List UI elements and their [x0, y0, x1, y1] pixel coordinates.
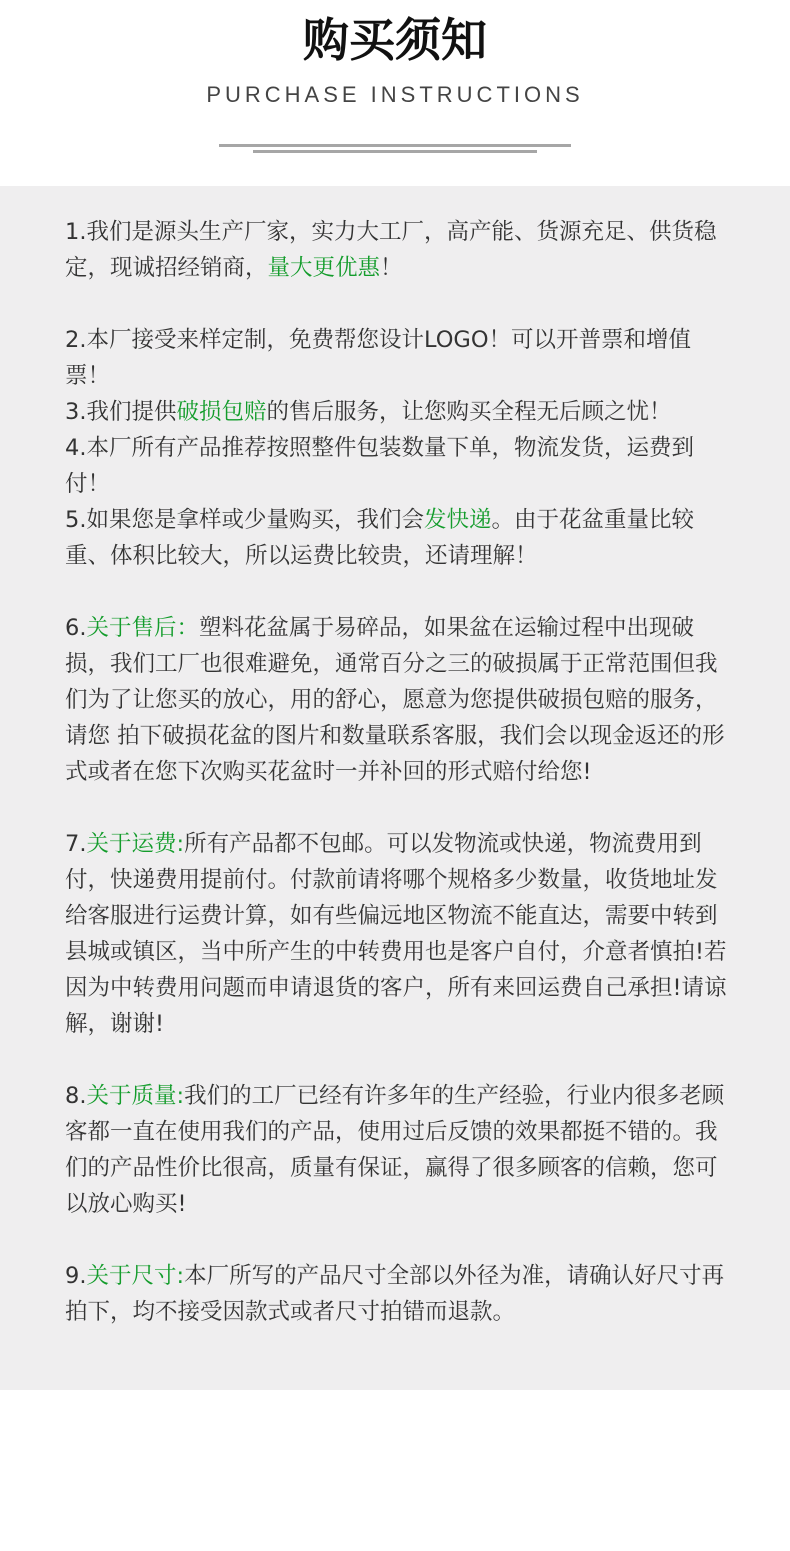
- highlight-text: 关于售后：: [86, 615, 199, 641]
- highlight-text: 关于尺寸:: [86, 1263, 185, 1289]
- instruction-item-6: 6.关于售后：塑料花盆属于易碎品，如果盆在运输过程中出现破损，我们工厂也很难避免，通常百分之三的破损属于正常范围但我们为了让您买的放心，用的舒心，愿意为您提供破损包赔的服务，请您 拍下破损花盆的图片和数量联系客服，我们会以现金返还的形式或者在您下次购买花盆时一并补回的形式赔付给您!: [65, 615, 725, 785]
- instruction-item-4: 4.本厂所有产品推荐按照整件包装数量下单，物流发货，运费到付！: [65, 435, 694, 497]
- instruction-item-9: 9.关于尺寸:本厂所写的产品尺寸全部以外径为准，请确认好尺寸再拍下，均不接受因款式或者尺寸拍错而退款。: [65, 1263, 725, 1325]
- highlight-text: 破损包赔: [176, 399, 267, 425]
- divider-line-bottom: [253, 150, 537, 153]
- instructions-text: [65, 214, 730, 1330]
- instruction-item-1: 1.我们是源头生产厂家，实力大工厂，高产能、货源充足、供货稳定，现诚招经销商，量大更优惠！: [65, 219, 717, 281]
- instruction-item-8: 8.关于质量:我们的工厂已经有许多年的生产经验，行业内很多老顾客都一直在使用我们的产品，使用过后反馈的效果都挺不错的。我们的产品性价比很高，质量有保证，赢得了很多顾客的信赖，您可以放心购买!: [65, 1083, 725, 1217]
- instructions-panel: [0, 186, 790, 1390]
- page-title: 购买须知: [303, 13, 487, 67]
- highlight-text: 关于质量:: [86, 1083, 185, 1109]
- spacer: [65, 286, 730, 322]
- highlight-text: 关于运费:: [86, 831, 185, 857]
- highlight-text: 量大更优惠: [267, 255, 381, 281]
- divider-line-top: [219, 144, 571, 147]
- spacer: [65, 574, 730, 610]
- spacer: [65, 1222, 730, 1258]
- instruction-item-7: 7.关于运费:所有产品都不包邮。可以发物流或快递，物流费用到付，快递费用提前付。付款前请将哪个规格多少数量，收货地址发给客服进行运费计算，如有些偏远地区物流不能直达，需要中转到县城或镇区，当中所产生的中转费用也是客户自付，介意者慎拍!若因为中转费用问题而申请退货的客户，所有来回运费自己承担!请谅解，谢谢!: [65, 831, 727, 1037]
- page-subtitle: PURCHASE INSTRUCTIONS: [206, 82, 584, 107]
- spacer: [65, 1042, 730, 1078]
- highlight-text: 发快递: [423, 507, 492, 533]
- instruction-item-3: 3.我们提供破损包赔的售后服务，让您购买全程无后顾之忧！: [65, 399, 672, 425]
- instruction-item-5: 5.如果您是拿样或少量购买，我们会发快递。由于花盆重量比较重、体积比较大，所以运费比较贵，还请理解！: [65, 507, 694, 569]
- spacer: [65, 790, 730, 826]
- header: [0, 0, 790, 186]
- instruction-item-2: 2.本厂接受来样定制，免费帮您设计LOGO！可以开普票和增值票！: [65, 327, 692, 389]
